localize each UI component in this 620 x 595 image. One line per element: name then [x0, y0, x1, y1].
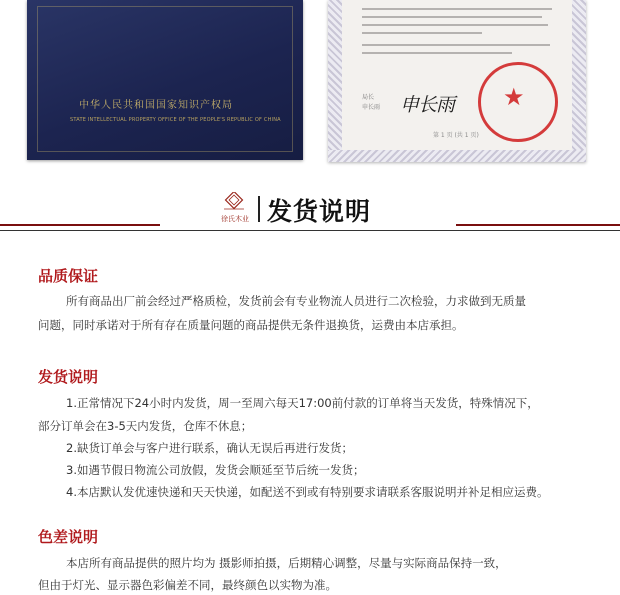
guilloche-border-right	[572, 0, 586, 162]
doc-label-director: 局长	[362, 94, 375, 101]
brand-logo-icon	[220, 192, 248, 212]
shipping-list-item: 4.本店默认发优速快递和天天快递，如配送不到或有特别要求请联系客服说明并补足相应运费。	[66, 485, 549, 499]
certificate-cover-image	[27, 0, 303, 160]
color-diff-paragraph-line: 本店所有商品提供的照片均为 摄影师拍摄，后期精心调整，尽量与实际商品保持一致，	[66, 556, 507, 570]
certificate-document-image	[328, 0, 586, 162]
handwritten-signature: 申长雨	[400, 94, 455, 116]
seal-star-icon: ★	[503, 83, 525, 111]
doc-text-line	[362, 44, 550, 46]
doc-text-line	[362, 32, 482, 34]
certificate-photos	[0, 0, 620, 170]
doc-text-line	[362, 8, 552, 10]
brand-logo-text: 徐氏木业	[221, 215, 249, 223]
shipping-list-item: 3.如遇节假日物流公司放假，发货会顺延至节后统一发货；	[66, 463, 365, 477]
quality-paragraph-line: 所有商品出厂前会经过严格质检，发货前会有专业物流人员进行二次检验，力求做到无质量	[66, 294, 526, 308]
header-rule-right	[456, 224, 620, 226]
shipping-list-item: 2.缺货订单会与客户进行联系，确认无误后再进行发货；	[66, 441, 353, 455]
shipping-list-item: 部分订单会在3-5天内发货，仓库不休息；	[38, 419, 253, 433]
header-rule-left	[0, 224, 160, 226]
color-diff-section-title: 色差说明	[38, 528, 99, 546]
header-divider	[258, 196, 260, 222]
doc-label-name: 申长雨	[362, 104, 381, 111]
cover-frame	[37, 6, 293, 152]
cover-title-cn: 中华人民共和国国家知识产权局	[79, 100, 233, 111]
doc-text-line	[362, 16, 542, 18]
shipping-list-item: 1.正常情况下24小时内发货，周一至周六每天17:00前付款的订单将当天发货，特殊情况下，	[66, 396, 539, 410]
section-header	[0, 188, 620, 236]
doc-page-footer: 第 1 页 (共 1 页)	[433, 132, 479, 139]
shipping-section-title: 发货说明	[38, 368, 99, 386]
header-rule-thin	[0, 230, 620, 231]
quality-paragraph-line: 问题，同时承诺对于所有存在质量问题的商品提供无条件退换货，运费由本店承担。	[38, 318, 464, 332]
page-title: 发货说明	[267, 197, 372, 226]
quality-section-title: 品质保证	[38, 267, 99, 285]
color-diff-paragraph-line: 但由于灯光、显示器色彩偏差不同，最终颜色以实物为准。	[38, 578, 337, 592]
guilloche-border-left	[328, 0, 342, 162]
guilloche-border-bottom	[328, 150, 586, 162]
doc-text-line	[362, 52, 512, 54]
official-seal-stamp	[478, 62, 558, 142]
cover-title-en: STATE INTELLECTUAL PROPERTY OFFICE OF THE PEOPLE'S REPUBLIC OF CHINA	[70, 117, 281, 123]
doc-text-line	[362, 24, 548, 26]
